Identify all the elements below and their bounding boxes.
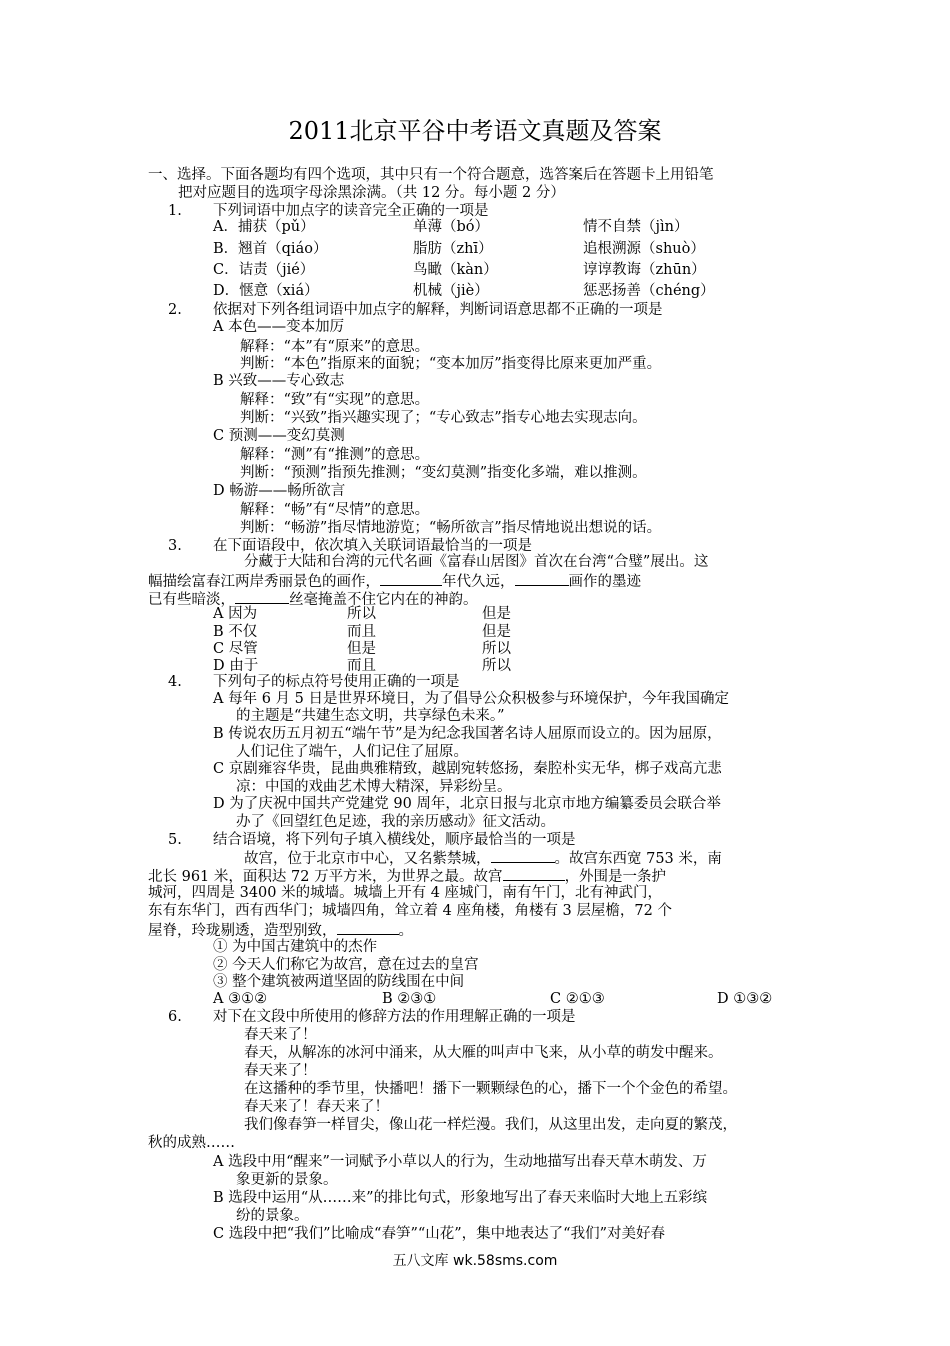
q5-blank-2 [503, 866, 565, 881]
q4-number: 4. [168, 674, 182, 690]
q1-option-c-3: 谆谆教诲（zhūn） [583, 262, 706, 278]
q1-option-a-1: A．捕获（pǔ） [213, 219, 315, 235]
q4-stem: 下列句子的标点符号使用正确的一项是 [213, 674, 460, 690]
q5-choice-d: D ①③② [717, 991, 773, 1007]
q1-option-c-2: 鸟瞰（kàn） [413, 262, 498, 278]
q6-number: 6. [168, 1009, 182, 1025]
q3-passage-line-1: 分藏于大陆和台湾的元代名画《富春山居图》首次在台湾“合璧”展出。这 [244, 554, 709, 570]
q5-item-1: ① 为中国古建筑中的杰作 [213, 939, 378, 955]
q1-option-d-3: 惩恶扬善（chéng） [583, 283, 715, 299]
q6-option-c-line-1: C 选段中把“我们”比喻成“春笋”“山花”，集中地表达了“我们”对美好春 [213, 1226, 666, 1242]
q2-option-d-explain: 解释：“畅”有“尽情”的意思。 [240, 502, 430, 518]
q6-poem-line-5: 春天来了！春天来了！ [244, 1099, 389, 1115]
q4-option-d-line-1: D 为了庆祝中国共产党建党 90 周年，北京日报与北京市地方编纂委员会联合举 [213, 796, 721, 812]
q6-poem-line-3: 春天来了！ [244, 1063, 317, 1079]
q4-option-b-line-2: 人们记住了端午，人们记住了屈原。 [236, 744, 468, 760]
q2-option-a-judge: 判断：“本色”指原来的面貌；“变本加厉”指变得比原来更加严重。 [240, 356, 662, 372]
q3-option-b-2: 而且 [347, 624, 376, 640]
q1-option-b-1: B．翘首（qiáo） [213, 241, 328, 257]
q4-option-b-line-1: B 传说农历五月初五“端午节”是为纪念我国著名诗人屈原而设立的。因为屈原， [213, 726, 722, 742]
q6-poem-line-2: 春天，从解冻的冰河中涌来，从大雁的叫声中飞来，从小草的萌发中醒来。 [244, 1045, 723, 1061]
q5-passage-1b: 。故宫东西宽 753 米，南 [554, 851, 722, 867]
q3-passage-2b: 年代久远， [442, 574, 515, 590]
q6-option-b-line-2: 纷的景象。 [236, 1208, 309, 1224]
q3-blank-1 [380, 571, 442, 586]
q2-option-b-explain: 解释：“致”有“实现”的意思。 [240, 392, 430, 408]
q3-option-d-1: D 由于 [213, 658, 259, 674]
q3-passage-2c: 画作的墨迹 [568, 574, 641, 590]
q5-blank-3 [337, 920, 399, 935]
q2-option-b-judge: 判断：“兴致”指兴趣实现了；“专心致志”指专心地去实现志向。 [240, 410, 647, 426]
q3-option-a-1: A 因为 [213, 606, 258, 622]
q6-stem: 对下在文段中所使用的修辞方法的作用理解正确的一项是 [213, 1009, 576, 1025]
q4-option-c-line-2: 凉：中国的戏曲艺术博大精深，异彩纷呈。 [236, 779, 512, 795]
q2-option-a-head: A 本色——变本加厉 [213, 319, 345, 335]
q5-stem: 结合语境，将下列句子填入横线处，顺序最恰当的一项是 [213, 832, 576, 848]
q3-option-d-2: 而且 [347, 658, 376, 674]
q4-option-c-line-1: C 京剧雍容华贵，昆曲典雅精致，越剧宛转悠扬，秦腔朴实无华，梆子戏高亢悲 [213, 761, 722, 777]
page-footer: 五八文库 wk.58sms.com [392, 1253, 558, 1269]
q2-option-a-explain: 解释：“本”有“原来”的意思。 [240, 339, 430, 355]
q5-choice-a: A ③①② [213, 991, 268, 1007]
q3-option-b-1: B 不仅 [213, 624, 258, 640]
q3-blank-2 [515, 571, 569, 586]
q5-passage-2b: ，外围是一条护 [564, 869, 667, 885]
q2-option-c-explain: 解释：“测”有“推测”的意思。 [240, 447, 430, 463]
q6-poem-line-1: 春天来了！ [244, 1027, 317, 1043]
q3-option-a-3: 但是 [482, 606, 511, 622]
q1-option-d-2: 机械（jiè） [413, 283, 489, 299]
q3-number: 3. [168, 538, 182, 554]
q5-choice-c: C ②①③ [550, 991, 605, 1007]
q2-option-c-judge: 判断：“预测”指预先推测；“变幻莫测”指变化多端，难以推测。 [240, 465, 647, 481]
q4-option-a-line-2: 的主题是“共建生态文明，共享绿色未来。” [236, 708, 505, 724]
q5-item-2: ② 今天人们称它为故宫，意在过去的皇宫 [213, 957, 479, 973]
q3-passage-line-2 [148, 571, 641, 591]
q3-passage-2a: 幅描绘富春江两岸秀丽景色的画作， [148, 574, 380, 590]
q6-option-a-line-1: A 选段中用“醒来”一词赋予小草以人的行为，生动地描写出春天草木萌发、万 [213, 1154, 707, 1170]
q5-passage-5a: 屋脊，玲珑剔透，造型别致， [148, 923, 337, 939]
q1-option-b-2: 脂肪（zhī） [413, 241, 493, 257]
q5-passage-line-1 [244, 848, 722, 868]
q4-option-a-line-1: A 每年 6 月 5 日是世界环境日，为了倡导公众积极参与环境保护，今年我国确定 [213, 691, 729, 707]
q3-blank-3 [235, 589, 289, 604]
q5-passage-1a: 故宫，位于北京市中心，又名紫禁城， [244, 851, 491, 867]
q6-option-a-line-2: 象更新的景象。 [236, 1172, 338, 1188]
q2-option-d-judge: 判断：“畅游”指尽情地游览；“畅所欲言”指尽情地说出想说的话。 [240, 520, 662, 536]
q3-option-d-3: 所以 [482, 658, 511, 674]
section-instruction-line-2: 把对应题目的选项字母涂黑涂满。（共 12 分。每小题 2 分） [178, 185, 565, 201]
q3-option-c-2: 但是 [347, 641, 376, 657]
q3-option-a-2: 所以 [347, 606, 376, 622]
q3-option-c-3: 所以 [482, 641, 511, 657]
q1-option-b-3: 追根溯源（shuò） [583, 241, 705, 257]
q6-poem-line-4: 在这播种的季节里，快播吧！播下一颗颗绿色的心，播下一个个金色的希望。 [244, 1081, 737, 1097]
q5-item-3: ③ 整个建筑被两道坚固的防线围在中间 [213, 974, 465, 990]
q6-poem-end: 秋的成熟…… [148, 1135, 235, 1151]
page-title: 2011北京平谷中考语文真题及答案 [288, 117, 662, 145]
q5-passage-line-5 [148, 920, 413, 940]
q5-blank-1 [491, 848, 555, 863]
q5-number: 5. [168, 832, 182, 848]
q5-passage-line-3: 城河，四周是 3400 米的城墙。城墙上开有 4 座城门，南有午门，北有神武门， [148, 885, 663, 901]
q5-passage-line-2 [148, 866, 666, 886]
q2-stem: 依据对下列各组词语中加点字的解释，判断词语意思都不正确的一项是 [213, 302, 663, 318]
q3-passage-3a: 已有些暗淡， [148, 592, 235, 608]
q5-passage-line-4: 东有东华门，西有西华门；城墙四角，耸立着 4 座角楼，角楼有 3 层屋檐，72 个 [148, 903, 672, 919]
q1-option-d-1: D．惬意（xiá） [213, 283, 319, 299]
q3-option-b-3: 但是 [482, 624, 511, 640]
q3-option-c-1: C 尽管 [213, 641, 258, 657]
q5-choice-b: B ②③① [382, 991, 437, 1007]
q2-option-b-head: B 兴致——专心致志 [213, 373, 345, 389]
q5-passage-5b: 。 [398, 923, 413, 939]
q3-stem: 在下面语段中，依次填入关联词语最恰当的一项是 [213, 538, 532, 554]
q6-option-b-line-1: B 选段中运用“从……来”的排比句式，形象地写出了春天来临时大地上五彩缤 [213, 1190, 708, 1206]
q1-option-c-1: C．诘责（jié） [213, 262, 315, 278]
q1-option-a-2: 单薄（bó） [413, 219, 490, 235]
section-instruction-line-1: 一、选择。下面各题均有四个选项，其中只有一个符合题意，选答案后在答题卡上用铅笔 [148, 167, 714, 183]
q6-poem-line-6: 我们像春笋一样冒尖，像山花一样烂漫。我们，从这里出发，走向夏的繁茂， [244, 1117, 737, 1133]
q2-number: 2. [168, 302, 182, 318]
q3-passage-3b: 丝毫掩盖不住它内在的神韵。 [289, 592, 478, 608]
q1-number: 1. [168, 203, 182, 219]
q1-stem: 下列词语中加点字的读音完全正确的一项是 [213, 203, 489, 219]
q3-passage-line-3 [148, 589, 478, 609]
q5-passage-2a: 北长 961 米，面积达 72 万平方米，为世界之最。故宫 [148, 869, 503, 885]
q2-option-c-head: C 预测——变幻莫测 [213, 428, 345, 444]
q2-option-d-head: D 畅游——畅所欲言 [213, 483, 346, 499]
q1-option-a-3: 情不自禁（jìn） [583, 219, 689, 235]
q4-option-d-line-2: 办了《回望红色足迹，我的亲历感动》征文活动。 [236, 814, 555, 830]
